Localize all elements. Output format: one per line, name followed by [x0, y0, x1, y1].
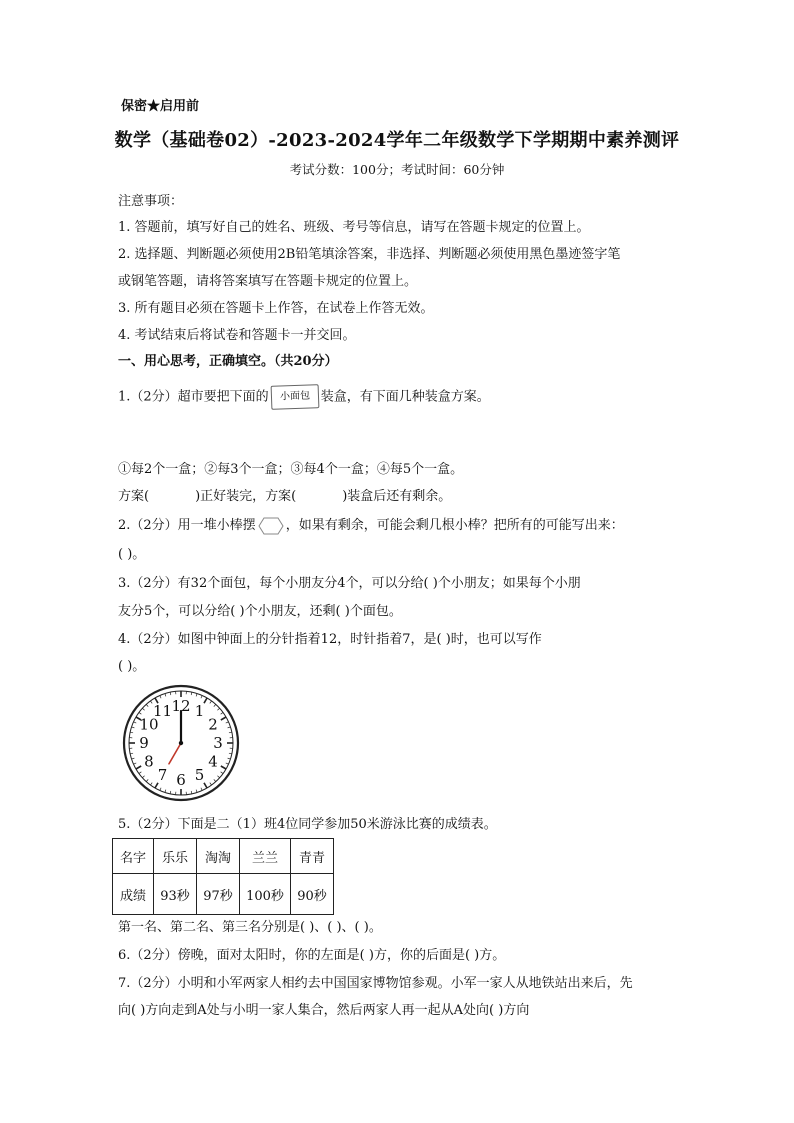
table-header-cell: 淘淘: [197, 839, 240, 874]
note-item-1: 1. 答题前，填写好自己的姓名、班级、考号等信息，请写在答题卡规定的位置上。: [118, 220, 590, 235]
table-cell: 93秒: [154, 874, 197, 915]
clock-number: 9: [139, 734, 149, 752]
note-item-2-cont: 或钢笔答题，请将答案填写在答题卡规定的位置上。: [118, 274, 418, 289]
q2-text-before: 2.（2分）用一堆小棒摆: [118, 518, 256, 533]
clock-number: 2: [208, 715, 218, 734]
q1-answer-c: )装盒后还有剩余。: [342, 489, 452, 504]
question-4-line2: ( )。: [118, 659, 146, 674]
q1-answer: [118, 485, 451, 504]
clock-center: [179, 741, 183, 745]
question-6: 6.（2分）傍晚，面对太阳时，你的左面是( )方，你的后面是( )方。: [118, 948, 506, 963]
table-header-cell: 乐乐: [154, 839, 197, 874]
question-4-line1: 4.（2分）如图中钟面上的分针指着12，时针指着7，是( )时，也可以写作: [118, 632, 542, 647]
confidential-label: 保密★启用前: [121, 99, 200, 114]
question-3-line2: 友分5个，可以分给( )个小朋友，还剩( )个面包。: [118, 604, 402, 619]
clock-number: 1: [194, 701, 205, 720]
score-table: [112, 838, 334, 915]
question-5: 5.（2分）下面是二（1）班4位同学参加50米游泳比赛的成绩表。: [118, 817, 497, 832]
table-header-cell: 青青: [291, 839, 334, 874]
clock-number: 6: [176, 771, 186, 789]
clock-face: [121, 683, 241, 803]
q1-answer-a: 方案(: [118, 489, 150, 504]
table-cell: 100秒: [240, 874, 291, 915]
table-cell: 成绩: [113, 874, 154, 915]
exam-info: 考试分数：100分；考试时间：60分钟: [289, 162, 505, 177]
hexagon-icon: [258, 517, 284, 535]
table-header-cell: 名字: [113, 839, 154, 874]
clock-number: 8: [144, 752, 154, 771]
q1-answer-b: )正好装完，方案(: [195, 489, 297, 504]
table-header-cell: 兰兰: [240, 839, 291, 874]
table-cell: 97秒: [197, 874, 240, 915]
clock-number: 4: [208, 752, 218, 771]
bread-package-icon: 小面包: [270, 384, 319, 410]
q2-text-after: ，如果有剩余，可能会剩几根小棒？把所有的可能写出来：: [285, 518, 624, 533]
table-cell: 90秒: [291, 874, 334, 915]
clock-number: 3: [213, 734, 223, 752]
note-item-2: 2. 选择题、判断题必须使用2B铅笔填涂答案，非选择、判断题必须使用黑色墨迹签字笔: [118, 247, 621, 262]
q2-answer: ( )。: [118, 547, 146, 562]
section-heading: 一、用心思考，正确填空。（共20分）: [118, 354, 338, 369]
question-3-line1: 3.（2分）有32个面包，每个小朋友分4个，可以分给( )个小朋友；如果每个小朋: [118, 576, 581, 591]
question-1: [118, 385, 490, 409]
q1-options: ①每2个一盒；②每3个一盒；③每4个一盒；④每5个一盒。: [118, 462, 464, 477]
note-item-4: 4. 考试结束后将试卷和答题卡一并交回。: [118, 328, 356, 343]
q5-answer: 第一名、第二名、第三名分别是( )、( )、( )。: [118, 920, 382, 935]
clock-number: 5: [194, 766, 205, 785]
clock-number: 7: [157, 766, 168, 785]
q1-text-after: 装盒，有下面几种装盒方案。: [320, 389, 490, 405]
clock-number: 12: [171, 697, 191, 715]
question-2: [118, 514, 624, 535]
clock-number: 11: [152, 701, 173, 720]
note-item-3: 3. 所有题目必须在答题卡上作答，在试卷上作答无效。: [118, 301, 434, 316]
q1-text-before: 1.（2分）超市要把下面的: [118, 389, 269, 405]
question-7-line2: 向( )方向走到A处与小明一家人集合，然后两家人再一起从A处向( )方向: [118, 1003, 530, 1018]
clock-number: 10: [139, 715, 159, 734]
notes-heading: 注意事项：: [118, 194, 184, 209]
question-7-line1: 7.（2分）小明和小军两家人相约去中国国家博物馆参观。小军一家人从地铁站出来后，先: [118, 976, 633, 991]
page-title: 数学（基础卷02）-2023-2024学年二年级数学下学期期中素养测评: [114, 130, 680, 151]
